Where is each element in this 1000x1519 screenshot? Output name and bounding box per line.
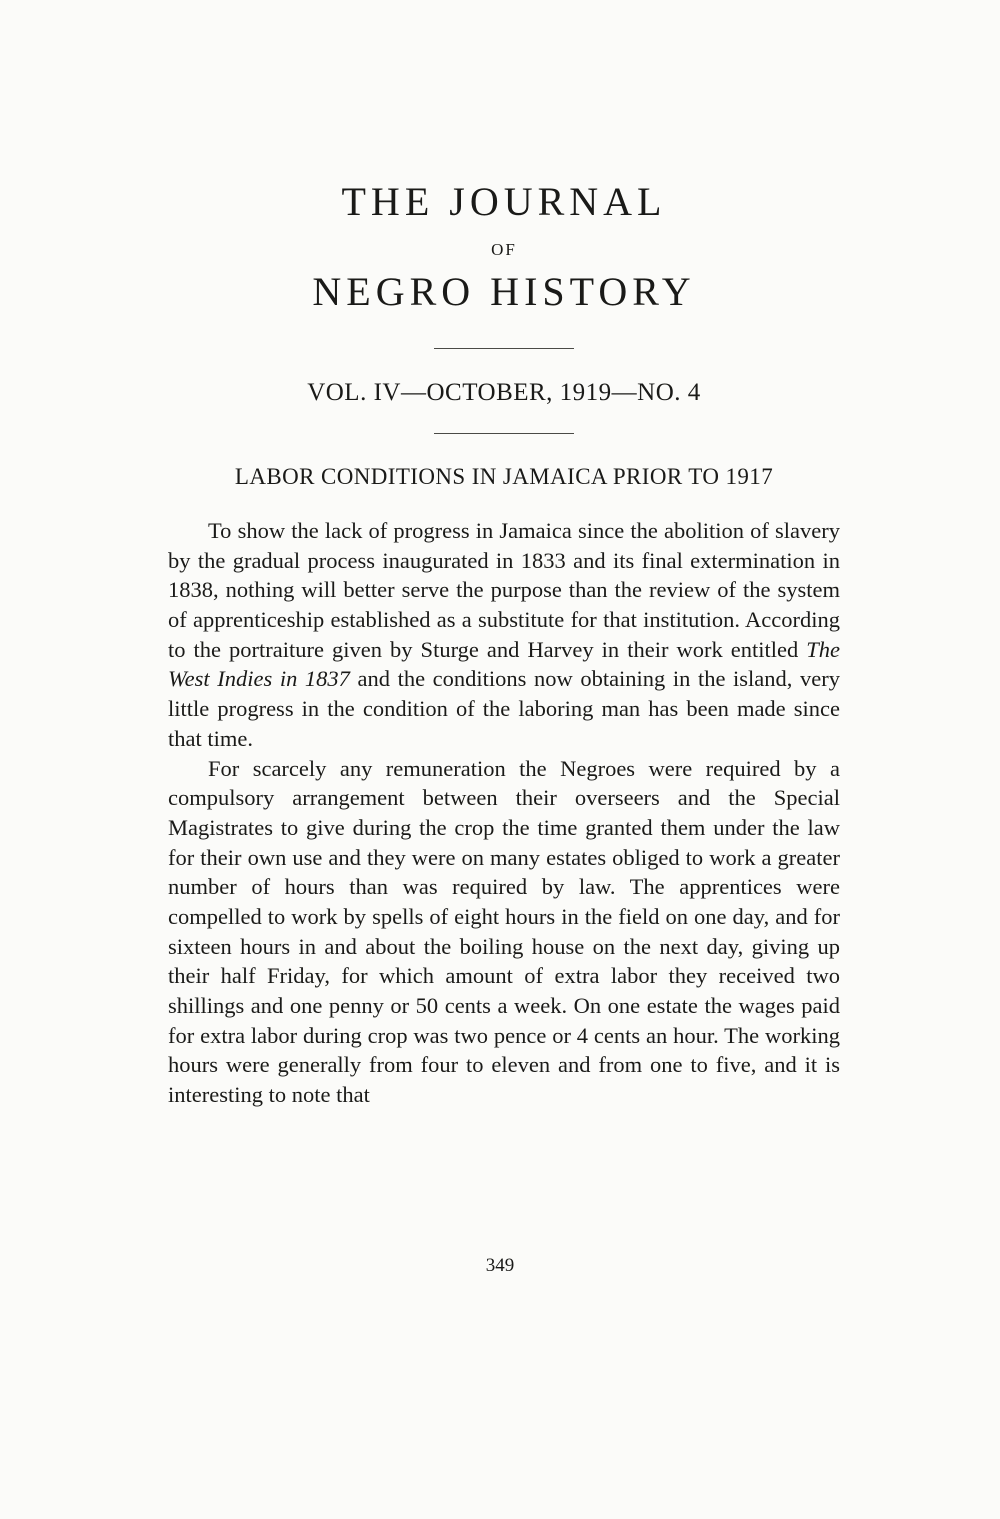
- journal-title-of-label: OF: [491, 240, 517, 259]
- divider-rule-top: [434, 348, 574, 349]
- article-title: LABOR CONDITIONS IN JAMAICA PRIOR TO 1917: [234, 464, 774, 489]
- page-content: [168, 180, 840, 1110]
- page-number: 349: [485, 1255, 515, 1276]
- article-paragraph-1: [168, 516, 840, 754]
- article-paragraph-2: For scarcely any remuneration the Negroes were required by a compulsory arrangement between their overseers and the Special Magistrates to give during the crop the time granted them under the law for their own use and they were on many estates obliged to work a greater number of hours than was required by law. The apprentices were compelled to work by spells of eight hours in the field on one day, and for sixteen hours in and about the boiling house on the next day, giving up their half Friday, for which amount of extra labor they received two shillings and one penny or 50 cents a week. On one estate the wages paid for extra labor during crop was two pence or 4 cents an hour. The working hours were generally from four to eleven and from one to five, and it is interesting to note that: [168, 755, 840, 1108]
- journal-title-line-2: NEGRO HISTORY: [312, 269, 696, 314]
- volume-issue-line: VOL. IV—OCTOBER, 1919—NO. 4: [307, 379, 701, 406]
- paragraph-1-text-part-2: and the conditions now obtaining in the island, very little progress in the condition of the laboring man has been made since that time.: [168, 666, 840, 751]
- journal-title-line-1: THE JOURNAL: [341, 179, 667, 224]
- divider-rule-bottom: [434, 433, 574, 434]
- book-title-citation: The West Indies in 1837: [168, 636, 840, 692]
- paragraph-1-text-part-1: To show the lack of progress in Jamaica since the abolition of slavery by the gradual process inaugurated in 1833 and its final extermination in 1838, nothing will better serve the purpose than the review of the system of apprenticeship established as a substitute for that institution. According to the portraiture given by Sturge and Harvey in their work entitled: [168, 518, 840, 662]
